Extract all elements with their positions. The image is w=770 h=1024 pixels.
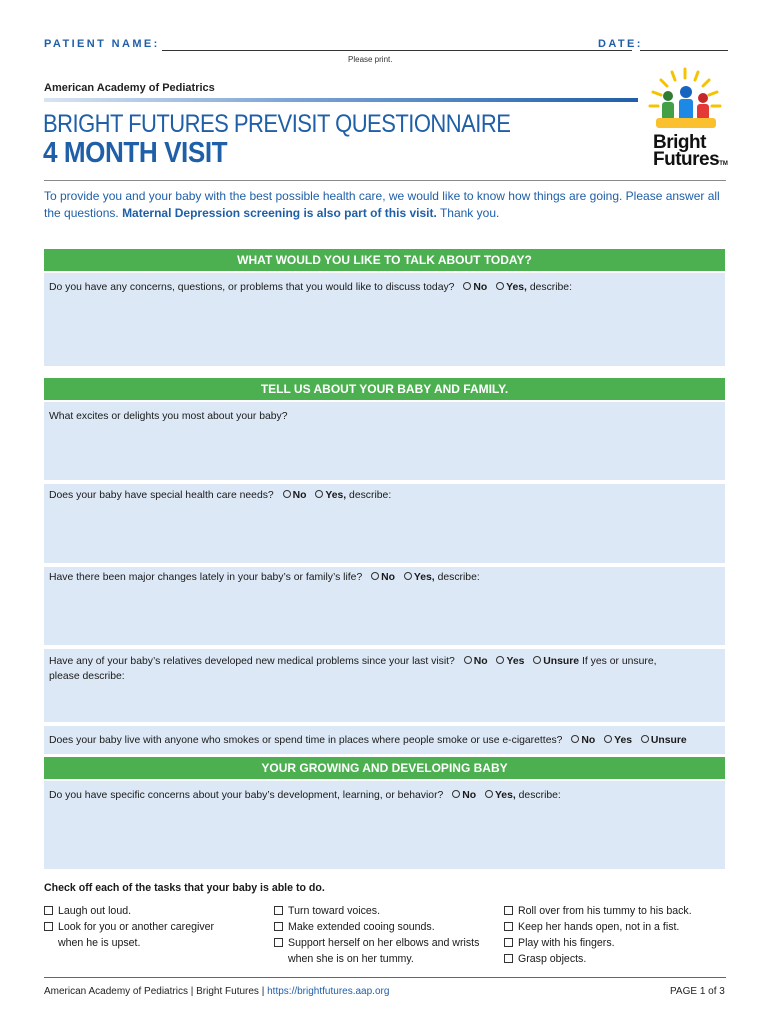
please-print-hint: Please print. [348, 55, 393, 64]
footer-org: American Academy of Pediatrics [44, 986, 188, 997]
family-q5-yes-radio[interactable] [604, 735, 612, 743]
logo-line-1: Bright [653, 132, 706, 153]
task-checkbox[interactable] [504, 954, 513, 963]
task-checkbox[interactable] [274, 906, 283, 915]
section-header-talk: WHAT WOULD YOU LIKE TO TALK ABOUT TODAY? [44, 249, 725, 271]
family-q2-text: Does your baby have special health care needs? [49, 490, 274, 501]
family-q5-text: Does your baby live with anyone who smokes or spend time in places where people smoke or use e-cigarettes? [49, 735, 563, 746]
task-label: Keep her hands open, not in a fist. [518, 921, 680, 933]
family-q5-unsure-radio[interactable] [641, 735, 649, 743]
family-q3 [49, 570, 480, 585]
family-q3-box[interactable] [44, 567, 725, 645]
task-label: Laugh out loud. [58, 905, 132, 917]
family-q3-yes-radio[interactable] [404, 572, 412, 580]
task-item[interactable] [504, 935, 692, 951]
family-q4-no-label: No [473, 656, 488, 667]
growing-no-radio[interactable] [452, 790, 460, 798]
task-item[interactable] [274, 903, 479, 919]
family-q4-yes-label: Yes [506, 656, 525, 667]
task-label: when he is upset. [58, 937, 141, 949]
task-label: when she is on her tummy. [288, 953, 414, 965]
task-item-continued [274, 951, 479, 967]
task-checkbox[interactable] [504, 906, 513, 915]
talk-describe-label: describe: [529, 282, 572, 293]
logo-tm: TM [719, 161, 728, 167]
family-q3-no-label: No [381, 572, 395, 583]
family-q5-no-label: No [581, 735, 596, 746]
intro-paragraph [44, 188, 726, 222]
task-label: Grasp objects. [518, 953, 587, 965]
org-name: American Academy of Pediatrics [44, 82, 215, 94]
family-q5-box[interactable] [44, 726, 725, 754]
growing-yes-radio[interactable] [485, 790, 493, 798]
family-q2-describe: describe: [349, 490, 392, 501]
family-q1: What excites or delights you most about your baby? [49, 411, 288, 422]
intro-text: To provide you and your baby with the best possible health care, we would like to know how things are going. Please answer all the questions. [44, 189, 720, 220]
task-item[interactable] [44, 919, 214, 935]
growing-no-label: No [462, 790, 477, 801]
family-q2-no-radio[interactable] [283, 490, 291, 498]
task-label: Make extended cooing sounds. [288, 921, 435, 933]
family-q3-describe: describe: [437, 572, 480, 583]
task-checkbox[interactable] [504, 922, 513, 931]
task-item[interactable] [274, 935, 479, 951]
family-q4-unsure-label: Unsure [543, 656, 580, 667]
footer-url-link[interactable]: https://brightfutures.aap.org [267, 986, 390, 997]
family-q1-box[interactable] [44, 402, 725, 480]
footer-separator: | [190, 986, 194, 997]
talk-yes-radio[interactable] [496, 282, 504, 290]
tasks-title: Check off each of the tasks that your baby is able to do. [44, 882, 325, 894]
talk-no-radio[interactable] [463, 282, 471, 290]
task-item[interactable] [44, 903, 214, 919]
intro-thanks: Thank you. [439, 206, 500, 220]
family-q4 [49, 654, 657, 684]
family-q5-no-radio[interactable] [571, 735, 579, 743]
section-header-growing: YOUR GROWING AND DEVELOPING BABY [44, 757, 725, 779]
talk-answer-box[interactable] [44, 273, 725, 366]
task-label: Support herself on her elbows and wrists [288, 937, 480, 949]
family-q5-yes-label: Yes [614, 735, 633, 746]
visit-title: 4 MONTH VISIT [43, 137, 228, 169]
logo-wordmark [653, 134, 728, 173]
intro-bold-text: Maternal Depression screening is also part of this visit. [122, 206, 437, 220]
task-label: Look for you or another caregiver [58, 921, 215, 933]
task-checkbox[interactable] [504, 938, 513, 947]
task-label: Roll over from his tummy to his back. [518, 905, 692, 917]
patient-header [44, 38, 728, 54]
family-q2-box[interactable] [44, 484, 725, 563]
growing-describe: describe: [518, 790, 561, 801]
date-field[interactable] [640, 50, 728, 51]
task-item[interactable] [274, 919, 479, 935]
task-item[interactable] [504, 903, 692, 919]
family-q3-no-radio[interactable] [371, 572, 379, 580]
family-q4-line2: please describe: [49, 671, 125, 682]
family-q5 [49, 733, 687, 748]
title-divider [44, 180, 726, 181]
family-q3-yes-label: Yes, [413, 572, 435, 583]
family-q2-yes-radio[interactable] [315, 490, 323, 498]
task-label: Play with his fingers. [518, 937, 615, 949]
footer-separator: | [261, 986, 265, 997]
footer-divider [44, 977, 726, 978]
patient-name-label: PATIENT NAME: [44, 38, 160, 50]
task-item-continued [44, 935, 214, 951]
task-checkbox[interactable] [274, 922, 283, 931]
form-title: BRIGHT FUTURES PREVISIT QUESTIONNAIRE [43, 110, 511, 138]
tasks-column-2 [274, 903, 479, 967]
patient-name-field[interactable] [162, 50, 632, 51]
talk-question [49, 280, 572, 295]
family-q2-no-label: No [292, 490, 307, 501]
growing-question [49, 788, 561, 803]
family-q4-tail: If yes or unsure, [581, 656, 657, 667]
talk-question-text: Do you have any concerns, questions, or problems that you would like to discuss today? [49, 282, 455, 293]
tasks-column-1 [44, 903, 214, 951]
footer-bright-futures: Bright Futures [196, 986, 259, 997]
family-q3-text: Have there been major changes lately in your baby’s or family’s life? [49, 572, 363, 583]
task-label: Turn toward voices. [288, 905, 381, 917]
family-q4-text: Have any of your baby’s relatives developed new medical problems since your last visit? [49, 656, 455, 667]
footer [44, 986, 389, 997]
family-q4-box[interactable] [44, 649, 725, 722]
family-q2 [49, 488, 391, 503]
family-q4-unsure-radio[interactable] [533, 656, 541, 664]
talk-yes-label: Yes, [506, 282, 527, 293]
task-checkbox[interactable] [44, 906, 53, 915]
tasks-column-3 [504, 903, 692, 967]
growing-question-text: Do you have specific concerns about your baby’s development, learning, or behavior? [49, 790, 444, 801]
family-q2-yes-label: Yes, [325, 490, 347, 501]
page-number: PAGE 1 of 3 [670, 986, 725, 997]
section-header-family: TELL US ABOUT YOUR BABY AND FAMILY. [44, 378, 725, 400]
task-item[interactable] [504, 919, 692, 935]
date-label: DATE: [598, 38, 643, 50]
talk-no-label: No [473, 282, 488, 293]
task-checkbox[interactable] [274, 938, 283, 947]
growing-yes-label: Yes, [494, 790, 516, 801]
family-q4-yes-radio[interactable] [496, 656, 504, 664]
task-item[interactable] [504, 951, 692, 967]
growing-answer-box[interactable] [44, 781, 725, 869]
org-divider [44, 98, 638, 102]
family-q4-no-radio[interactable] [464, 656, 472, 664]
family-q5-unsure-label: Unsure [650, 735, 687, 746]
task-checkbox[interactable] [44, 922, 53, 931]
logo-line-2: Futures [653, 149, 720, 170]
